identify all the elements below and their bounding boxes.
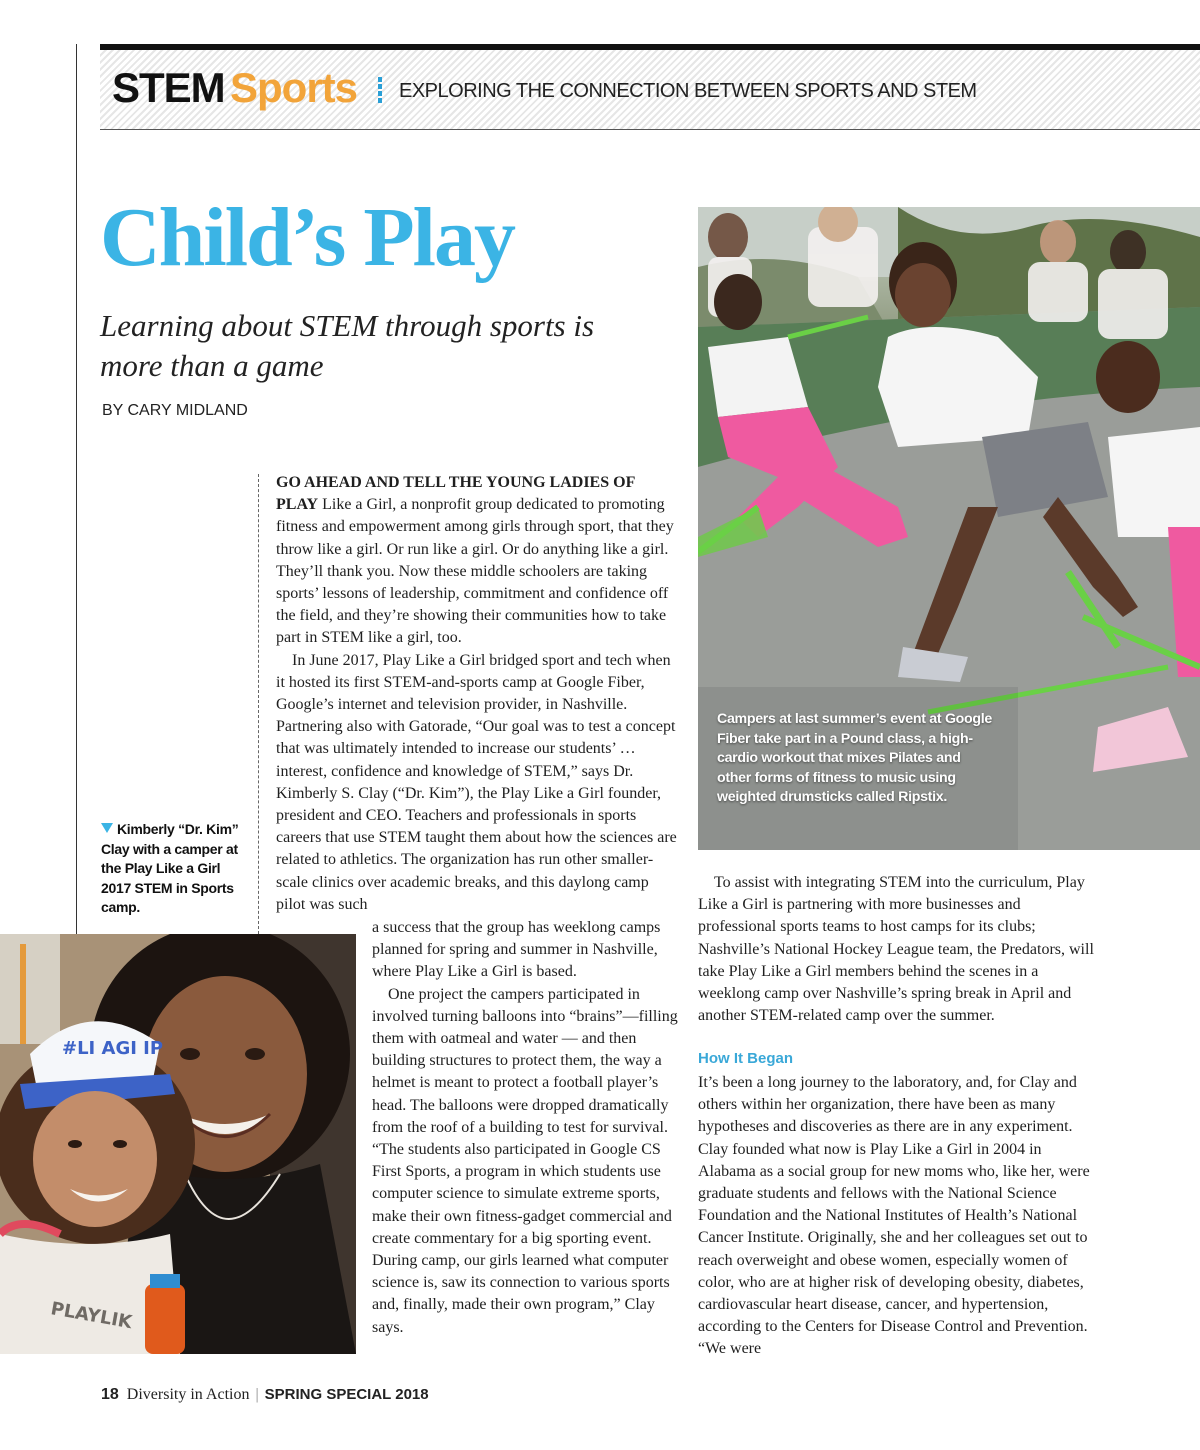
footer-separator: |	[255, 1386, 259, 1403]
photo-caption-campers: Campers at last summer’s event at Google Fiber take part in a Pound class, a high-cardio workout that mixes Pilates and other forms of fitness to music using weighted drumsticks called Ripstix.	[717, 711, 993, 806]
body-column-1	[276, 472, 678, 916]
article-subtitle: Learning about STEM through sports is more than a game	[100, 308, 595, 383]
issue-name: SPRING SPECIAL 2018	[264, 1386, 429, 1403]
paragraph-4: To assist with integrating STEM into the curriculum, Play Like a Girl is partnering with more businesses and professional sports teams to host camps for its clubs; Nashville’s National Hockey League team, the Predators, will take Play Like a Girl members behind the scenes in a weeklong camp over Nashville’s spring break in April and another STEM-related camp over the summer.	[698, 874, 1094, 1025]
page-number: 18	[101, 1386, 119, 1403]
paragraph-3: One project the campers participated in involved turning balloons into “brains”—filling them with oatmeal and water — and then building structures to protect them, the way a helmet is meant to protect a football player’s head. The balloons were dropped dramatically from the roof of a building to test for survival. “The students also participated in Google CS First Sports, a program in which students use computer science to simulate extreme sports, make their own fitness-gadget commercial and create commentary for a big sporting event. During camp, our girls learned what computer science is, saw its connection to various sports and, finally, made their own program,” Clay says.	[372, 985, 678, 1336]
article-byline: BY CARY MIDLAND	[102, 402, 248, 419]
header-divider-dots	[378, 77, 382, 105]
paragraph-5: It’s been a long journey to the laboratory, and, for Clay and others within her organization, there have been as many hypotheses and discoveries as there are in any experiment. Clay founded what now is Play Like a Girl in 2004 in Alabama as a social group for new moms who, like her, were graduate students and fellows with the National Science Foundation and the National Institutes of Health’s National Cancer Institute. Originally, she and her colleagues set out to reach overweight and obese women, especially women of color, who are at higher risk of developing obesity, diabetes, cardiovascular heart disease, cancer, and hypertension, according to the Centers for Disease Control and Prevention. “We were	[698, 1074, 1090, 1358]
cap-text: #LI AGI IP	[62, 1038, 164, 1059]
section-heading: How It Began	[698, 1050, 794, 1067]
photo-caption-kim: Kimberly “Dr. Kim” Clay with a camper at the Play Like a Girl 2017 STEM in Sports camp.	[101, 821, 239, 915]
paragraph-1	[276, 472, 678, 650]
margin-rule	[76, 44, 77, 934]
section-label-sports: Sports	[230, 64, 358, 111]
section-label-stem: STEM	[112, 64, 225, 111]
section-tagline: EXPLORING THE CONNECTION BETWEEN SPORTS AND STEM	[399, 80, 977, 102]
dr-kim-illustration	[0, 934, 356, 1354]
body-column-1-continued	[372, 917, 678, 1339]
magazine-name: Diversity in Action	[126, 1386, 250, 1403]
paragraph-1-text: Like a Girl, a nonprofit group dedicated to promoting fitness and empowerment among girls through sport, that they throw like a girl. Or run like a girl. Or do anything like a girl. They’ll thank you. Now these middle schoolers are taking sports’ lessons of leadership, commitment and confidence off the field, and they’re showing their communities how to take part in STEM like a girl, too.	[276, 496, 674, 647]
body-column-2	[698, 872, 1100, 1027]
page-footer	[101, 1386, 429, 1404]
caption-pointer-icon	[101, 823, 113, 833]
paragraph-2-continued: a success that the group has weeklong camps planned for spring and summer in Nashville, where Play Like a Girl is based.	[372, 919, 661, 981]
article-title: Child’s Play	[100, 191, 514, 284]
shirt-text: PLAYLIK	[49, 1298, 134, 1334]
paragraph-2: In June 2017, Play Like a Girl bridged sport and tech when it hosted its first STEM-and-sports camp at Google Fiber, Google’s internet and television provider, in Nashville. Partnering also with Gatorade, “Our goal was to test a concept that was ultimately intended to increase our students’ … interest, confidence and knowledge of STEM,” says Dr. Kimberly S. Clay (“Dr. Kim”), the Play Like a Girl founder, president and CEO. Teachers and professionals in sports careers that use STEM taught them about how the sciences are related to athletics. The organization has run other smaller-scale clinics over academic breaks, and this daylong camp pilot was such	[276, 651, 677, 913]
photo-dr-kim	[0, 934, 356, 1354]
lead-in: GO AHEAD AND TELL THE YOUNG LADIES OF PLAY	[276, 474, 635, 514]
column-divider	[258, 474, 259, 934]
body-column-2-continued	[698, 1072, 1100, 1361]
